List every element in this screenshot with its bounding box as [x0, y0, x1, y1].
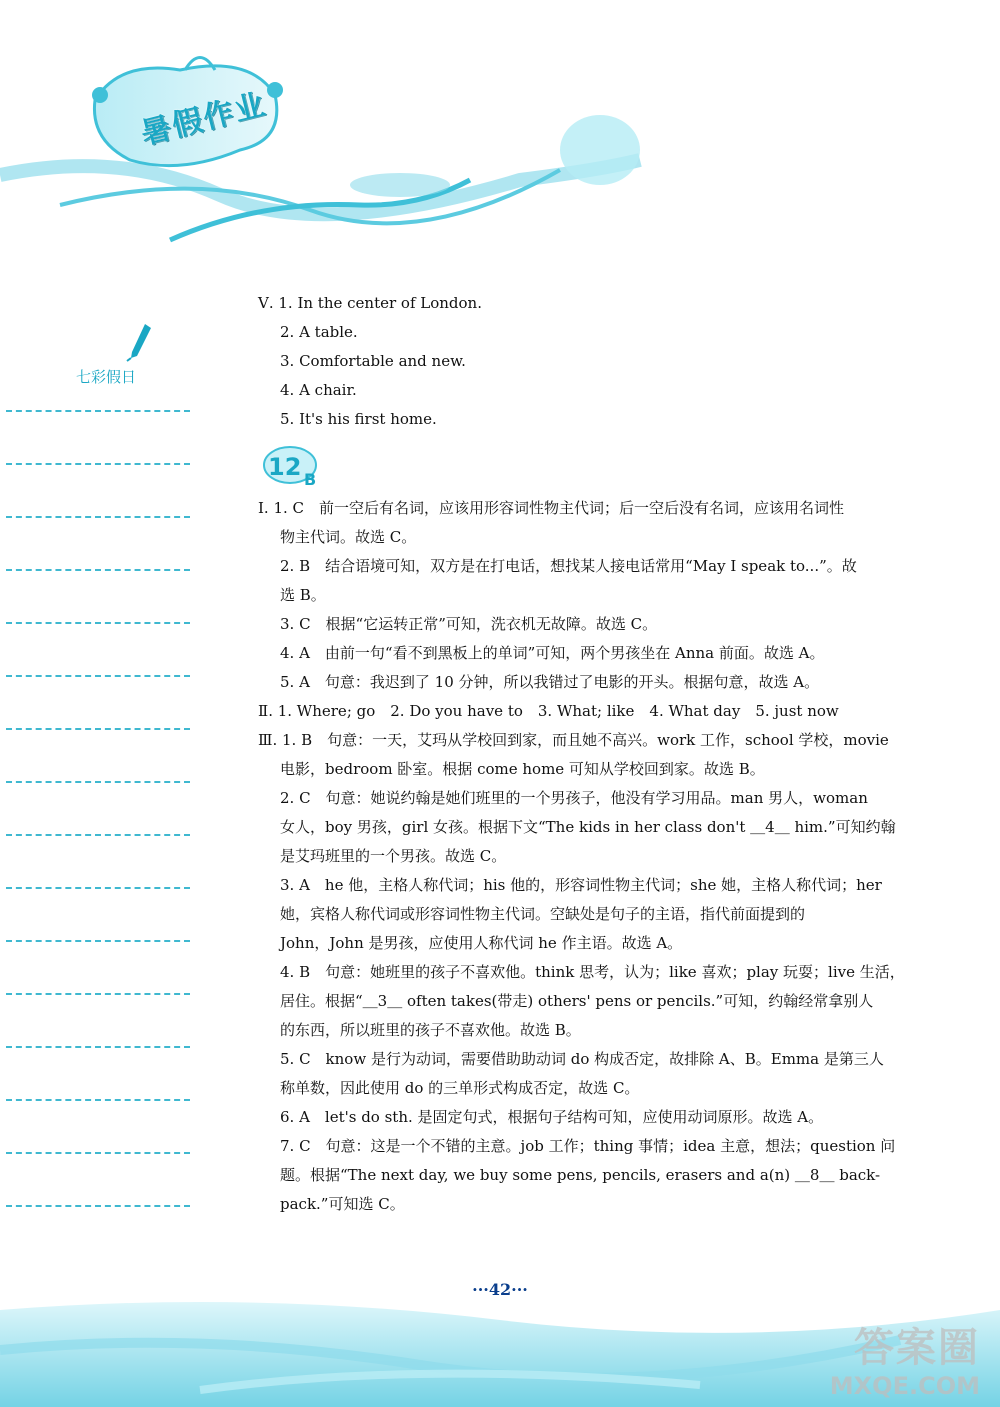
note-line	[6, 993, 190, 995]
note-line	[6, 781, 190, 783]
answer-line: 2. A table.	[280, 323, 358, 341]
note-line	[6, 887, 190, 889]
answer-line: Ⅰ. 1. C 前一空后有名词，应该用形容词性物主代词；后一空后没有名词，应该用名词性	[258, 499, 845, 517]
answer-line: pack.”可知选 C。	[280, 1195, 405, 1213]
note-line	[6, 410, 190, 412]
answer-line: 3. C 根据“它运转正常”可知，洗衣机无故障。故选 C。	[280, 615, 658, 633]
answer-line: 物主代词。故选 C。	[280, 528, 417, 546]
answer-line: 6. A let's do sth. 是固定句式，根据句子结构可知，应使用动词原形。故选 A。	[280, 1108, 824, 1126]
watermark-logo: 答案圈	[854, 1325, 980, 1371]
answer-line: 2. B 结合语境可知，双方是在打电话，想找某人接电话常用“May I speak to...”。故	[280, 557, 857, 575]
answer-line: Ⅴ. 1. In the center of London.	[258, 294, 482, 312]
pen-icon	[125, 322, 155, 362]
answer-line: 4. A chair.	[280, 381, 357, 399]
answer-line: 4. B 句意：她班里的孩子不喜欢他。think 思考，认为；like 喜欢；play 玩耍；live 生活，	[280, 963, 905, 981]
note-line	[6, 675, 190, 677]
answer-line: 5. It's his first home.	[280, 410, 437, 428]
answer-line: 的东西，所以班里的孩子不喜欢他。故选 B。	[280, 1021, 581, 1039]
answer-line: 电影，bedroom 卧室。根据 come home 可知从学校回到家。故选 B。	[280, 760, 765, 778]
answer-line: Ⅲ. 1. B 句意：一天，艾玛从学校回到家，而且她不高兴。work 工作，school 学校，movie	[258, 731, 889, 749]
answer-line: 女人，boy 男孩，girl 女孩。根据下文“The kids in her class don't ＿4＿ him.”可知约翰	[280, 818, 896, 836]
answer-line: 选 B。	[280, 586, 326, 604]
answer-line: 是艾玛班里的一个男孩。故选 C。	[280, 847, 507, 865]
note-line	[6, 834, 190, 836]
sidebar-label: 七彩假日	[76, 368, 137, 386]
answer-line: 4. A 由前一句“看不到黑板上的单词”可知，两个男孩坐在 Anna 前面。故选 A。	[280, 644, 825, 662]
answer-line: 7. C 句意：这是一个不错的主意。job 工作；thing 事情；idea 主意，想法；question 问	[280, 1137, 896, 1155]
note-line	[6, 569, 190, 571]
answer-line: John，John 是男孩，应使用人称代词 he 作主语。故选 A。	[280, 934, 683, 952]
note-line	[6, 728, 190, 730]
section-badge-number: 12	[268, 453, 302, 481]
answer-line: 2. C 句意：她说约翰是她们班里的一个男孩子，他没有学习用品。man 男人，woman	[280, 789, 868, 807]
watermark-url: MXQE.COM	[829, 1372, 980, 1400]
note-line	[6, 940, 190, 942]
note-line	[6, 1046, 190, 1048]
note-line	[6, 463, 190, 465]
answer-line: Ⅱ. 1. Where; go 2. Do you have to 3. What; like 4. What day 5. just now	[258, 702, 839, 720]
header-title: 暑假作业	[137, 86, 271, 152]
note-line	[6, 1205, 190, 1207]
page-number: ···42···	[472, 1280, 528, 1299]
section-badge-letter: B	[304, 470, 317, 489]
answer-line: 3. A he 他，主格人称代词；his 他的，形容词性物主代词；she 她，主格人称代词；her	[280, 876, 882, 894]
answer-line: 居住。根据“＿3＿ often takes(带走) others' pens or pencils.”可知，约翰经常拿别人	[280, 992, 874, 1010]
section-badge	[262, 445, 326, 491]
note-line	[6, 1152, 190, 1154]
answer-line: 5. A 句意：我迟到了 10 分钟，所以我错过了电影的开头。根据句意，故选 A。	[280, 673, 820, 691]
answer-line: 称单数，因此使用 do 的三单形式构成否定，故选 C。	[280, 1079, 640, 1097]
note-line	[6, 1099, 190, 1101]
note-line	[6, 516, 190, 518]
answer-line: 3. Comfortable and new.	[280, 352, 466, 370]
answer-line: 5. C know 是行为动词，需要借助助动词 do 构成否定，故排除 A、B。Emma 是第三人	[280, 1050, 884, 1068]
note-line	[6, 622, 190, 624]
answer-line: 题。根据“The next day, we buy some pens, pencils, erasers and a(n) ＿8＿ back-	[280, 1166, 881, 1184]
answer-line: 她，宾格人称代词或形容词性物主代词。空缺处是句子的主语，指代前面提到的	[280, 905, 806, 923]
